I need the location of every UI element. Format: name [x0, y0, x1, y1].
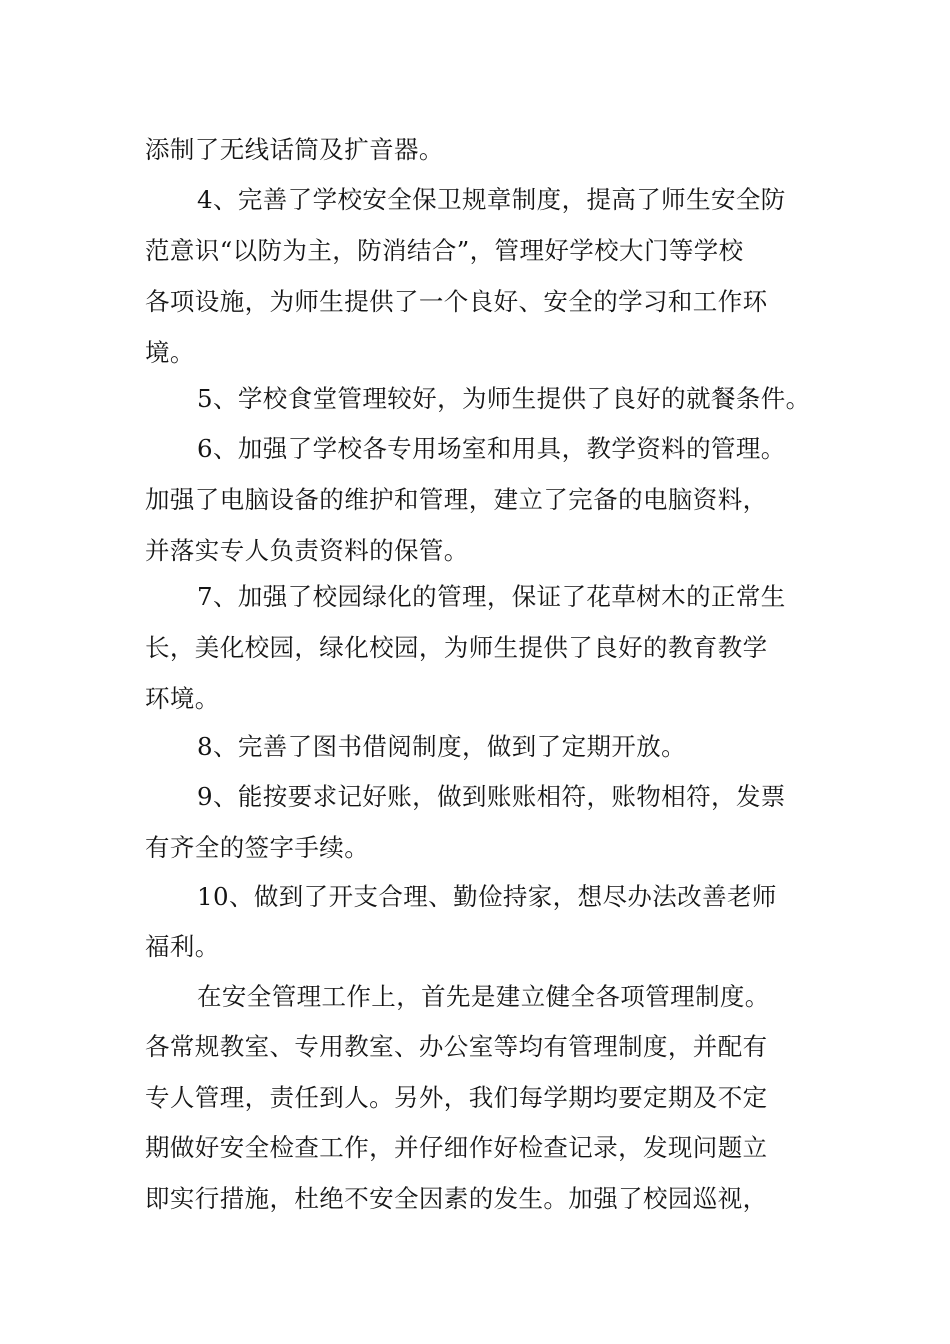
text-line-10: 7、加强了校园绿化的管理，保证了花草树木的正常生 [197, 582, 786, 611]
text-line-12: 环境。 [145, 684, 220, 713]
text-line-15: 有齐全的签字手续。 [145, 833, 370, 862]
text-line-19: 各常规教室、专用教室、办公室等均有管理制度，并配有 [145, 1032, 768, 1061]
text-line-20: 专人管理，责任到人。另外，我们每学期均要定期及不定 [145, 1083, 768, 1112]
text-line-6: 5、学校食堂管理较好，为师生提供了良好的就餐条件。 [197, 384, 811, 413]
text-line-17: 福利。 [145, 932, 220, 961]
text-line-9: 并落实专人负责资料的保管。 [145, 536, 469, 565]
text-line-13: 8、完善了图书借阅制度，做到了定期开放。 [197, 732, 687, 761]
text-line-21: 期做好安全检查工作，并仔细作好检查记录，发现问题立 [145, 1133, 768, 1162]
text-line-5: 境。 [145, 338, 195, 367]
text-line-16: 10、做到了开支合理、勤俭持家，想尽办法改善老师 [197, 882, 777, 911]
text-line-3: 范意识“以防为主，防消结合”，管理好学校大门等学校 [145, 236, 744, 265]
text-line-8: 加强了电脑设备的维护和管理，建立了完备的电脑资料， [145, 485, 768, 514]
text-line-22: 即实行措施，杜绝不安全因素的发生。加强了校园巡视， [145, 1184, 768, 1213]
text-line-1: 添制了无线话筒及扩音器。 [145, 135, 444, 164]
text-line-2: 4、完善了学校安全保卫规章制度，提高了师生安全防 [197, 185, 786, 214]
text-line-4: 各项设施，为师生提供了一个良好、安全的学习和工作环 [145, 287, 768, 316]
text-line-11: 长，美化校园，绿化校园，为师生提供了良好的教育教学 [145, 633, 768, 662]
text-line-18: 在安全管理工作上，首先是建立健全各项管理制度。 [197, 982, 770, 1011]
text-line-14: 9、能按要求记好账，做到账账相符，账物相符，发票 [197, 782, 786, 811]
text-line-7: 6、加强了学校各专用场室和用具，教学资料的管理。 [197, 434, 786, 463]
